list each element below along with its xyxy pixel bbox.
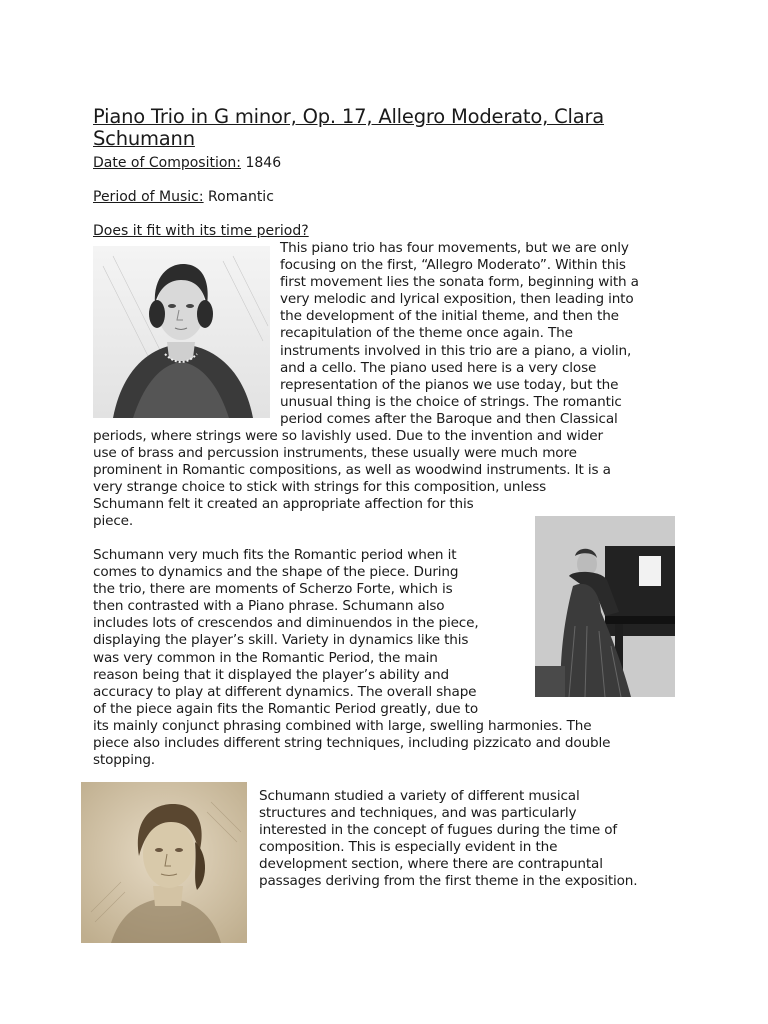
text-line: interested in the concept of fugues during the time of (259, 822, 618, 839)
text-line: of the piece again fits the Romantic Period greatly, due to (93, 700, 478, 717)
question-heading: Does it fit with its time period? (93, 223, 309, 239)
text-line: Schumann very much fits the Romantic period when it (93, 547, 457, 563)
text-line: passages deriving from the first theme in the exposition. (259, 873, 638, 890)
text-line: includes lots of crescendos and diminuendos in the piece, (93, 615, 479, 632)
text-line: structures and techniques, and was particularly (259, 805, 577, 822)
text-line: prominent in Romantic compositions, as well as woodwind instruments. It is a (93, 462, 611, 479)
text-line: the trio, there are moments of Scherzo Forte, which is (93, 581, 453, 598)
text-line: displaying the player’s skill. Variety in dynamics like this (93, 632, 469, 649)
text-line: and a cello. The piano used here is a very close (280, 359, 597, 376)
text-line: Schumann studied a variety of different musical (259, 788, 580, 804)
text-line: recapitulation of the theme once again. The (280, 325, 573, 342)
text-line: very strange choice to stick with strings for this composition, unless (93, 479, 547, 496)
period-value: Romantic (203, 189, 274, 205)
period-label: Period of Music: (93, 189, 204, 205)
date-label: Date of Composition: (93, 155, 242, 171)
text-line: Schumann felt it created an appropriate affection for this (93, 496, 474, 513)
text-line: periods, where strings were so lavishly used. Due to the invention and wider (93, 428, 603, 444)
text-line: period comes after the Baroque and then Classical (280, 410, 618, 427)
paragraph-1-wrapped (280, 240, 639, 428)
text-line: This piano trio has four movements, but we are only (280, 240, 629, 256)
page-title (93, 106, 653, 150)
title-line-1: Piano Trio in G minor, Op. 17, Allegro Moderato, Clara (93, 105, 605, 128)
text-line: focusing on the first, “Allegro Moderato”. Within this (280, 257, 626, 274)
paragraph-3 (259, 788, 637, 891)
portrait-drawing-image (81, 782, 247, 943)
text-line: accuracy to play at different dynamics. The overall shape (93, 683, 477, 700)
text-line: unusual thing is the choice of strings. The romantic (280, 393, 622, 410)
text-line: very melodic and lyrical exposition, then leading into (280, 291, 634, 308)
text-line: the development of the initial theme, and then the (280, 308, 619, 325)
text-line: development section, where there are contrapuntal (259, 856, 603, 873)
text-line: use of brass and percussion instruments, these usually were much more (93, 445, 577, 462)
portrait-engraving-image (93, 246, 270, 418)
text-line: comes to dynamics and the shape of the piece. During (93, 564, 459, 581)
text-line: piece also includes different string techniques, including pizzicato and double (93, 735, 611, 752)
text-line: piece. (93, 513, 134, 530)
text-line: representation of the pianos we use today, but the (280, 376, 619, 393)
text-line: stopping. (93, 752, 155, 769)
text-line: was very common in the Romantic Period, the main (93, 649, 438, 666)
title-line-2: Schumann (93, 127, 195, 150)
date-of-composition (93, 155, 281, 172)
text-line: composition. This is especially evident in the (259, 839, 558, 856)
period-of-music (93, 189, 274, 206)
date-value: 1846 (241, 155, 282, 171)
text-line: reason being that it displayed the player’s ability and (93, 666, 449, 683)
paragraph-1-full (93, 428, 611, 531)
text-line: instruments involved in this trio are a piano, a violin, (280, 342, 632, 359)
text-line: its mainly conjunct phrasing combined with large, swelling harmonies. The (93, 717, 592, 734)
text-line: first movement lies the sonata form, beginning with a (280, 274, 639, 291)
text-line: then contrasted with a Piano phrase. Schumann also (93, 598, 445, 615)
paragraph-2 (93, 547, 610, 769)
